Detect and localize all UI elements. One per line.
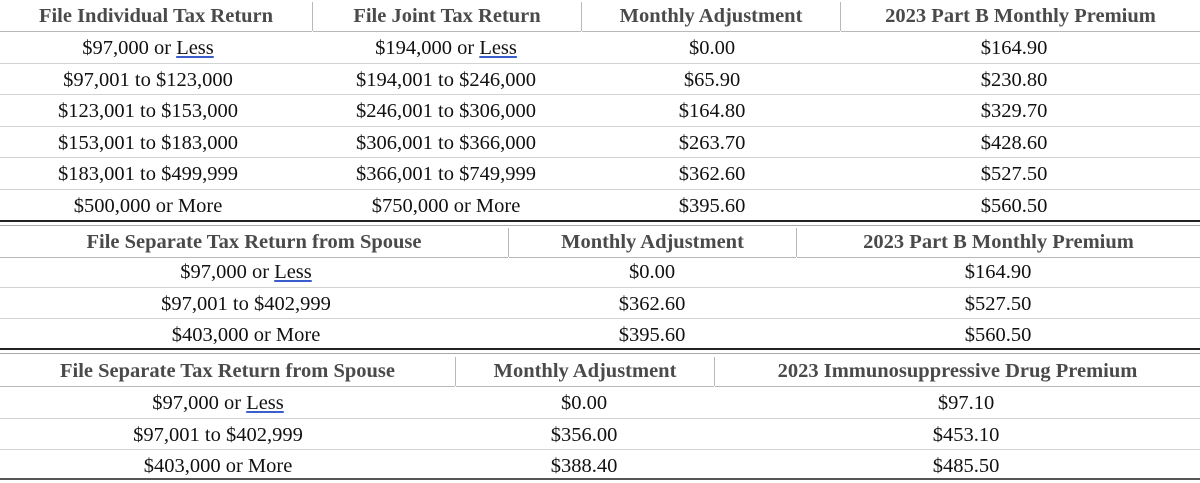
cell-text-underlined: Less bbox=[479, 37, 517, 59]
individual-income-cell: $153,001 to $183,000 bbox=[58, 131, 238, 154]
joint-income-cell bbox=[296, 33, 596, 65]
table-row bbox=[0, 388, 1200, 420]
monthly-adjustment-cell: $395.60 bbox=[678, 194, 746, 217]
separate-income-cell: $403,000 or More bbox=[171, 324, 321, 346]
cell-text-underlined: Less bbox=[246, 392, 284, 414]
header-separate-return: File Separate Tax Return from Spouse bbox=[0, 226, 508, 259]
header-individual-return: File Individual Tax Return bbox=[0, 0, 312, 33]
table-header-row bbox=[0, 0, 1200, 33]
premium-cell: $164.90 bbox=[980, 37, 1048, 59]
monthly-adjustment-cell: $356.00 bbox=[550, 423, 618, 446]
table-row bbox=[0, 320, 1200, 352]
header-drug-premium: 2023 Immunosuppressive Drug Premium bbox=[715, 355, 1200, 388]
monthly-adjustment-cell: $164.80 bbox=[678, 100, 746, 122]
header-joint-return: File Joint Tax Return bbox=[313, 0, 581, 33]
monthly-adjustment-cell: $395.60 bbox=[618, 324, 686, 346]
individual-income-cell: $123,001 to $153,000 bbox=[58, 100, 238, 122]
individual-income-cell: $500,000 or More bbox=[73, 194, 223, 217]
cell-text: $97,000 or bbox=[180, 261, 275, 283]
drug-premium-cell: $97.10 bbox=[937, 392, 995, 414]
individual-income-cell: $97,001 to $123,000 bbox=[63, 68, 233, 91]
cell-text: $97,000 or bbox=[82, 37, 177, 59]
header-part-b-premium: 2023 Part B Monthly Premium bbox=[797, 226, 1200, 259]
joint-income-cell: $194,001 to $246,000 bbox=[356, 68, 536, 91]
premium-cell: $329.70 bbox=[980, 100, 1048, 122]
separate-income-cell: $403,000 or More bbox=[143, 455, 293, 477]
separate-income-cell: $97,001 to $402,999 bbox=[133, 423, 303, 446]
header-separate-return: File Separate Tax Return from Spouse bbox=[0, 355, 455, 388]
table-row bbox=[0, 96, 1200, 128]
separate-income-cell: $97,001 to $402,999 bbox=[161, 292, 331, 315]
table-row bbox=[0, 33, 1200, 65]
table-separator bbox=[0, 220, 1200, 222]
joint-income-cell: $246,001 to $306,000 bbox=[356, 100, 536, 122]
premium-cell: $428.60 bbox=[980, 131, 1048, 154]
separate-income-cell bbox=[0, 257, 492, 289]
individual-income-cell bbox=[0, 33, 296, 65]
table-row bbox=[0, 65, 1200, 97]
monthly-adjustment-cell: $362.60 bbox=[678, 163, 746, 185]
table-row bbox=[0, 159, 1200, 191]
header-monthly-adjustment: Monthly Adjustment bbox=[456, 355, 714, 388]
joint-income-cell: $366,001 to $749,999 bbox=[356, 163, 536, 185]
table-row bbox=[0, 128, 1200, 160]
table-row bbox=[0, 289, 1200, 321]
table-row bbox=[0, 420, 1200, 452]
monthly-adjustment-cell: $388.40 bbox=[550, 455, 618, 477]
premium-cell: $164.90 bbox=[964, 261, 1032, 283]
header-monthly-adjustment: Monthly Adjustment bbox=[582, 0, 840, 33]
cell-text: $194,000 or bbox=[375, 37, 480, 59]
cell-text-underlined: Less bbox=[176, 37, 214, 59]
drug-premium-cell: $485.50 bbox=[932, 455, 1000, 477]
separate-return-drug-table bbox=[0, 355, 1200, 480]
monthly-adjustment-cell: $263.70 bbox=[678, 131, 746, 154]
cell-text: $97,000 or bbox=[152, 392, 247, 414]
monthly-adjustment-cell: $0.00 bbox=[560, 392, 608, 414]
table-row bbox=[0, 191, 1200, 223]
header-monthly-adjustment: Monthly Adjustment bbox=[509, 226, 796, 259]
premium-cell: $527.50 bbox=[980, 163, 1048, 185]
part-b-premium-table bbox=[0, 0, 1200, 222]
premium-cell: $560.50 bbox=[980, 194, 1048, 217]
monthly-adjustment-cell: $362.60 bbox=[618, 292, 686, 315]
table-separator-light bbox=[0, 353, 1200, 354]
monthly-adjustment-cell: $0.00 bbox=[628, 261, 676, 283]
table-header-row bbox=[0, 355, 1200, 388]
separate-return-part-b-table bbox=[0, 226, 1200, 350]
premium-cell: $230.80 bbox=[980, 68, 1048, 91]
joint-income-cell: $750,000 or More bbox=[371, 194, 521, 217]
premium-cell: $560.50 bbox=[964, 324, 1032, 346]
table-separator bbox=[0, 348, 1200, 350]
cell-text-underlined: Less bbox=[274, 261, 312, 283]
monthly-adjustment-cell: $65.90 bbox=[683, 68, 741, 91]
monthly-adjustment-cell: $0.00 bbox=[688, 37, 736, 59]
table-header-row bbox=[0, 226, 1200, 259]
header-part-b-premium: 2023 Part B Monthly Premium bbox=[841, 0, 1200, 33]
individual-income-cell: $183,001 to $499,999 bbox=[58, 163, 238, 185]
table-row bbox=[0, 257, 1200, 289]
joint-income-cell: $306,001 to $366,000 bbox=[356, 131, 536, 154]
drug-premium-cell: $453.10 bbox=[932, 423, 1000, 446]
separate-income-cell bbox=[0, 388, 436, 420]
premium-cell: $527.50 bbox=[964, 292, 1032, 315]
